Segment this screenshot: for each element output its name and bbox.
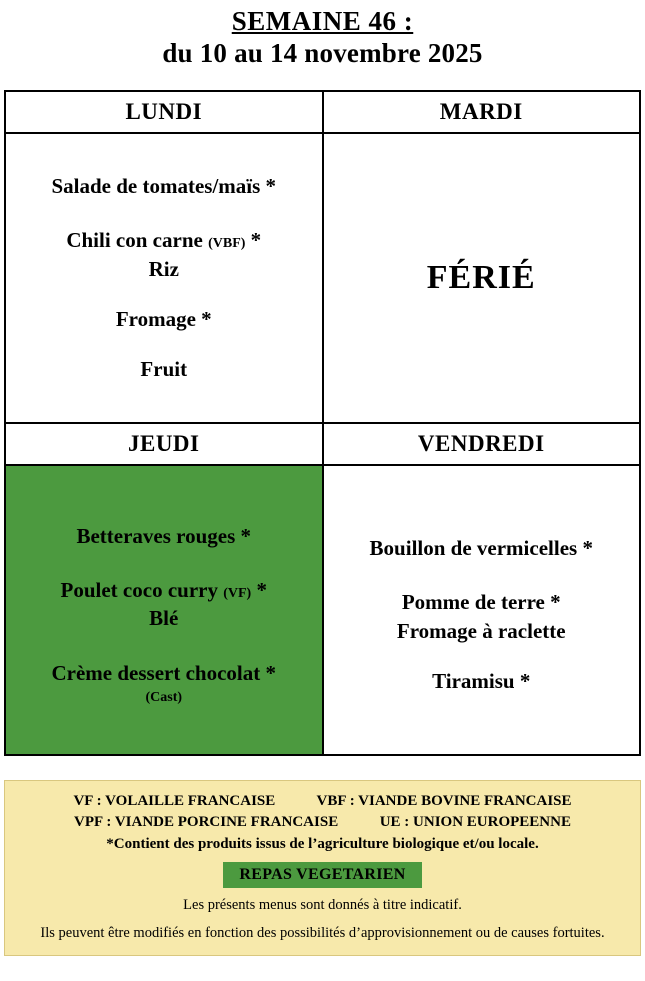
spacer: [6, 550, 322, 576]
day-header-monday: LUNDI: [5, 91, 323, 133]
friday-main: Pomme de terre *: [401, 590, 561, 615]
legend-vf: VF : VOLAILLE FRANCAISE: [73, 792, 276, 809]
menu-page: [0, 6, 645, 981]
monday-cheese: Fromage *: [115, 306, 212, 331]
menu-cell-monday: [5, 133, 323, 423]
day-header-tuesday: MARDI: [323, 91, 641, 133]
table-row-day-headers-bottom: [5, 423, 640, 465]
thursday-main: [6, 576, 322, 604]
day-header-friday: VENDREDI: [323, 423, 641, 465]
thursday-dessert: Crème dessert chocolat *: [51, 660, 276, 685]
spacer: [6, 200, 322, 226]
table-row-menus-bottom: [5, 465, 640, 755]
page-title-dates: du 10 au 14 novembre 2025: [162, 37, 483, 68]
thursday-starter: Betteraves rouges *: [76, 523, 252, 548]
legend-ue: UE : UNION EUROPEENNE: [379, 814, 571, 831]
legend-vbf: VBF : VIANDE BOVINE FRANCAISE: [316, 792, 572, 809]
spacer: [324, 645, 640, 667]
legend-row-2: [13, 812, 632, 834]
day-header-thursday: JEUDI: [5, 423, 323, 465]
legend-disclaimer-2: Ils peuvent être modifiés en fonction des possibilités d’approvisionnement ou de causes fortuites.: [40, 924, 605, 941]
table-row-menus-top: [5, 133, 640, 423]
legend-row-1: [13, 791, 632, 813]
monday-main-origin-tag: (VBF): [208, 236, 246, 252]
thursday-main-origin-tag: (VF): [223, 585, 252, 601]
monday-dessert: Fruit: [140, 357, 188, 382]
spacer: [6, 512, 322, 522]
menu-cell-friday: [323, 465, 641, 755]
friday-dessert: Tiramisu *: [432, 669, 531, 694]
spacer: [6, 283, 322, 305]
friday-cheese: Fromage à raclette: [396, 618, 566, 643]
tuesday-holiday-label: FÉRIÉ: [426, 258, 536, 296]
legend-vpf: VPF : VIANDE PORCINE FRANCAISE: [74, 814, 339, 831]
legend-bio-note: *Contient des produits issus de l’agriculture biologique et/ou locale.: [106, 836, 539, 853]
weekly-menu-table: [4, 90, 641, 756]
thursday-side: Blé: [149, 606, 179, 631]
legend-disclaimer-1: Les présents menus sont donnés à titre indicatif.: [183, 896, 462, 913]
legend-box: [4, 780, 641, 956]
table-row-day-headers-top: [5, 91, 640, 133]
thursday-main-star: *: [256, 577, 267, 602]
page-title: [0, 6, 645, 70]
monday-main: [6, 226, 322, 254]
menu-cell-tuesday: [323, 133, 641, 423]
thursday-main-label: Poulet coco curry: [60, 577, 218, 602]
monday-starter: Salade de tomates/maïs *: [51, 173, 277, 198]
thursday-dessert-note: (Cast): [145, 689, 183, 705]
page-title-week: SEMAINE 46 :: [231, 6, 414, 36]
menu-cell-thursday: [5, 465, 323, 755]
monday-side: Riz: [148, 256, 179, 281]
monday-main-star: *: [250, 228, 262, 253]
spacer: [324, 524, 640, 534]
vegetarian-meal-badge: REPAS VEGETARIEN: [223, 862, 421, 888]
spacer: [6, 633, 322, 659]
monday-main-label: Chili con carne: [66, 228, 203, 253]
spacer: [6, 333, 322, 355]
friday-starter: Bouillon de vermicelles *: [369, 536, 593, 561]
spacer: [324, 562, 640, 588]
